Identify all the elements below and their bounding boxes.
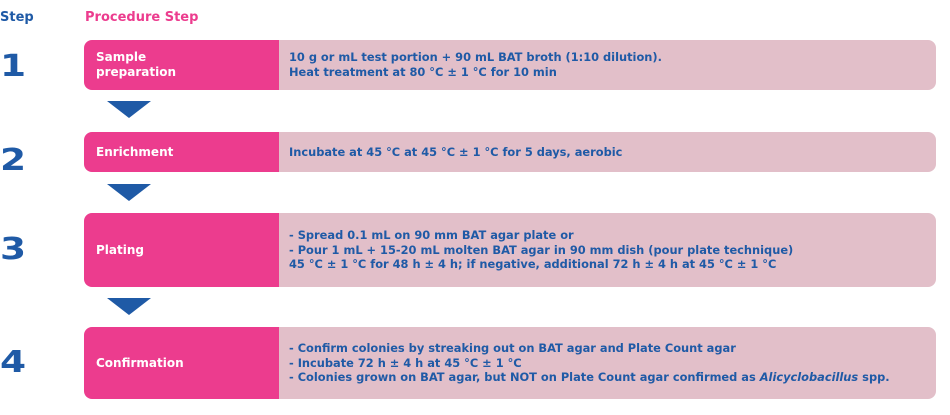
procedure-label-2 xyxy=(84,132,279,172)
step-column-header: Step xyxy=(0,10,34,25)
step-number-3: 3 xyxy=(0,232,27,267)
description-line: - Incubate 72 h ± 4 h at 45 °C ± 1 °C xyxy=(289,355,522,370)
procedure-description-2 xyxy=(279,132,936,172)
flow-arrow-down-icon xyxy=(107,184,151,201)
procedure-label-3 xyxy=(84,213,279,287)
procedure-description-4 xyxy=(279,327,936,399)
description-text: spp. xyxy=(858,370,890,385)
description-line xyxy=(289,370,936,385)
organism-name: Alicyclobacillus xyxy=(759,370,859,385)
step-number-4: 4 xyxy=(0,345,27,380)
procedure-label-1 xyxy=(84,40,279,90)
step-number-1: 1 xyxy=(0,49,27,84)
step-number-2: 2 xyxy=(0,143,27,178)
procedure-row-4 xyxy=(84,327,936,399)
procedure-label-2-line-1: Enrichment xyxy=(96,144,174,159)
description-line: - Confirm colonies by streaking out on BAT agar and Plate Count agar xyxy=(289,340,736,355)
procedure-row-1 xyxy=(84,40,936,90)
procedure-row-3 xyxy=(84,213,936,287)
procedure-label-1-line-2: preparation xyxy=(96,65,176,79)
description-line: - Pour 1 mL + 15-20 mL molten BAT agar in 90 mm dish (pour plate technique) xyxy=(289,242,794,257)
procedure-description-3 xyxy=(279,213,936,287)
description-line: 45 °C ± 1 °C for 48 h ± 4 h; if negative, additional 72 h ± 4 h at 45 °C ± 1 °C xyxy=(289,257,777,272)
flow-arrow-down-icon xyxy=(107,101,151,118)
description-text: - Colonies grown on BAT agar, but NOT on Plate Count agar confirmed as xyxy=(289,370,760,385)
procedure-label-1-line-1: Sample xyxy=(96,50,147,64)
description-line: Incubate at 45 °C at 45 °C ± 1 °C for 5 days, aerobic xyxy=(289,144,623,159)
procedure-label-4 xyxy=(84,327,279,399)
description-line: - Spread 0.1 mL on 90 mm BAT agar plate or xyxy=(289,227,574,242)
description-line: Heat treatment at 80 °C ± 1 °C for 10 min xyxy=(289,65,557,79)
description-line: 10 g or mL test portion + 90 mL BAT broth (1:10 dilution). xyxy=(289,50,662,65)
flow-arrow-down-icon xyxy=(107,298,151,315)
procedure-label-3-line-1: Plating xyxy=(96,242,144,257)
procedure-column-header: Procedure Step xyxy=(85,10,199,25)
procedure-description-1 xyxy=(279,40,936,90)
procedure-label-4-line-1: Confirmation xyxy=(96,355,184,370)
procedure-row-2 xyxy=(84,132,936,172)
